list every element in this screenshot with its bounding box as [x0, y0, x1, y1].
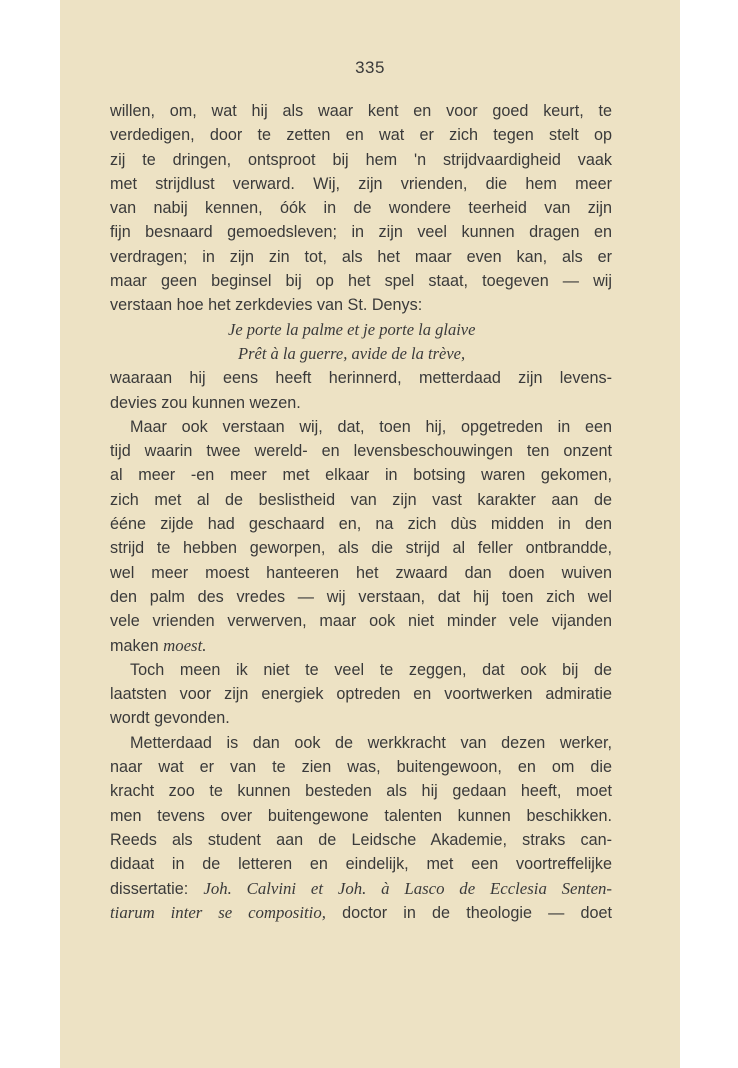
text-line: men tevens over buitengewone talenten kunnen beschikken. [110, 806, 612, 825]
dissertation-suffix: doctor in de theologie — doet [325, 903, 612, 922]
paragraph-2 [110, 415, 612, 658]
text-line: kracht zoo te kunnen besteden als hij gedaan heeft, moet [110, 782, 612, 801]
book-page [60, 0, 680, 1068]
text-line: Toch meen ik niet te veel te zeggen, dat ook bij de [130, 660, 612, 679]
verse-quotation [110, 318, 612, 367]
text-line-closing [110, 634, 612, 658]
text-line: ééne zijde had geschaard en, na zich dùs midden in den [110, 515, 612, 534]
text-line: Maar ook verstaan wij, dat, toen hij, opgetreden in een [130, 417, 612, 436]
text-line: tijd waarin twee wereld- en levensbeschouwingen ten onzent [110, 442, 612, 461]
text-line: strijd te hebben geworpen, als die strijd al feller ontbrandde, [110, 539, 612, 558]
text-line: zich met al de beslistheid van zijn vast karakter aan de [110, 490, 612, 509]
body-text [110, 99, 612, 925]
text-line: devies zou kunnen wezen. [110, 393, 301, 412]
text-line: didaat in de letteren en eindelijk, met een voortreffelijke [110, 855, 612, 874]
text-line: willen, om, wat hij als waar kent en voor goed keurt, te [110, 102, 612, 120]
text-line: naar wat er van te zien was, buitengewoon, en om die [110, 758, 612, 777]
text-line: fijn besnaard gemoedsleven; in zijn veel kunnen dragen en [110, 223, 612, 242]
dissertation-title: Joh. Calvini et Joh. à Lasco de Ecclesia Senten- [203, 878, 612, 898]
dissertation-title-end: tiarum inter se compositio, [110, 902, 326, 922]
closing-prefix: maken [110, 636, 164, 655]
text-line: vele vrienden verwerven, maar ook niet minder vele vijanden [110, 612, 612, 631]
text-line: wel meer moest hanteeren het zwaard dan doen wuiven [110, 563, 612, 582]
closing-italic: moest. [163, 635, 207, 655]
dissertation-prefix: dissertatie: [110, 879, 204, 898]
page-number: 335 [355, 58, 385, 77]
text-line: al meer -en meer met elkaar in botsing waren gekomen, [110, 466, 612, 485]
paragraph-1 [110, 99, 612, 318]
text-line: verdragen; in zijn zin tot, als het maar even kan, als er [110, 247, 612, 266]
paragraph-4 [110, 731, 612, 925]
text-line: waaraan hij eens heeft herinnerd, metterdaad zijn levens- [110, 369, 612, 388]
text-line: verstaan hoe het zerkdevies van St. Denys: [110, 296, 423, 315]
text-line: den palm des vredes — wij verstaan, dat hij toen zich wel [110, 587, 612, 606]
text-line: Reeds als student aan de Leidsche Akademie, straks can- [110, 830, 612, 849]
verse-line: Je porte la palme et je porte la glaive [228, 319, 476, 339]
text-line: zij te dringen, ontsproot bij hem 'n strijdvaardigheid vaak [110, 150, 612, 169]
verse-line: Prêt à la guerre, avide de la trève, [238, 343, 466, 363]
paragraph-3 [110, 658, 612, 731]
text-line: van nabij kennen, óók in de wondere teerheid van zijn [110, 199, 612, 218]
text-line: laatsten voor zijn energiek optreden en voortwerken admiratie [110, 685, 612, 704]
text-line-dissertation-end [110, 901, 612, 925]
text-line: wordt gevonden. [110, 709, 230, 728]
text-line: verdedigen, door te zetten en wat er zich tegen stelt op [110, 126, 612, 145]
text-line: maar geen beginsel bij op het spel staat, toegeven — wij [110, 272, 612, 291]
text-line: Metterdaad is dan ook de werkkracht van dezen werker, [130, 733, 612, 752]
text-line: met strijdlust verward. Wij, zijn vrienden, die hem meer [110, 174, 612, 193]
text-line-dissertation [110, 877, 612, 901]
paragraph-continuation [110, 366, 612, 415]
